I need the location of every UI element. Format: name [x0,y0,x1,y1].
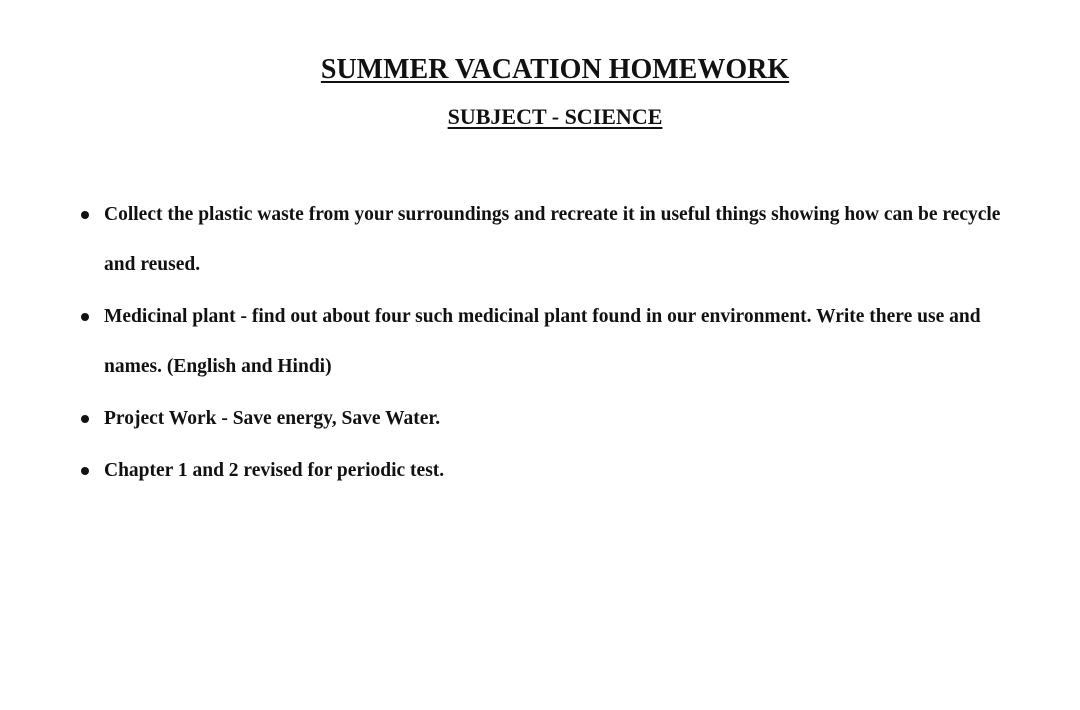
bullet-icon [81,211,89,219]
list-item [78,394,1028,444]
bullet-icon [81,313,89,321]
list-item-text: Chapter 1 and 2 revised for periodic test. [104,460,445,481]
homework-list [78,190,1028,498]
list-item [78,446,1028,496]
bullet-icon [81,415,89,423]
bullet-icon [81,467,89,475]
page-title: SUMMER VACATION HOMEWORK [320,54,790,85]
list-item-text: Medicinal plant - find out about four such medicinal plant found in our environment. Write there use and names. (English and Hindi) [104,306,981,377]
list-item [78,292,1028,392]
list-item [78,190,1028,290]
list-item-text: Project Work - Save energy, Save Water. [104,408,441,429]
subject-heading: SUBJECT - SCIENCE [447,104,663,129]
list-item-text: Collect the plastic waste from your surroundings and recreate it in useful things showing how can be recycle and reused. [104,204,1001,275]
